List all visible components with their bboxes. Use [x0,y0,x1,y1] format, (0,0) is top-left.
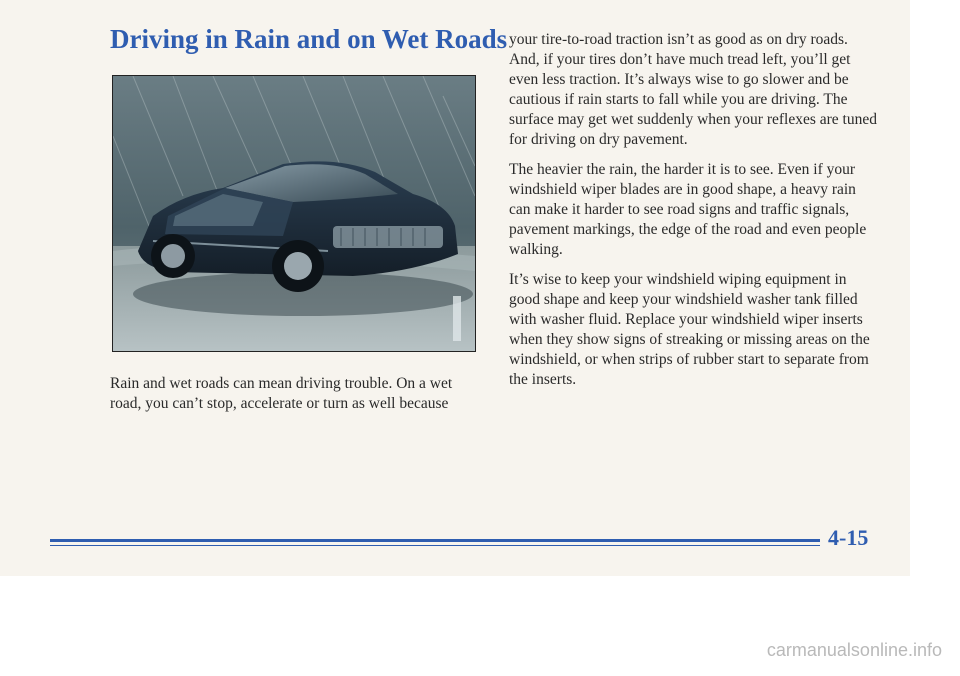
right-column [509,30,881,400]
wiper-paragraph: It’s wise to keep your windshield wiping equipment in good shape and keep your windshield washer tank filled with washer fluid. Replace your windshield wiper inserts when they show signs of streaking or missing areas on the windshield, or when strips of rubber start to separate from the inserts. [509,271,870,388]
visibility-paragraph: The heavier the rain, the harder it is to see. Even if your windshield wiper blades are in good shape, a heavy rain can make it harder to see road signs and traffic signals, pavement markings, the edge of the road and even people walking. [509,161,867,258]
footer-rule-thin [50,545,820,546]
site-watermark-link[interactable]: carmanualsonline.info [766,640,942,660]
intro-paragraph: Rain and wet roads can mean driving trouble. On a wet road, you can’t stop, accelerate or turn as well because [110,375,453,412]
car-in-rain-photo [112,75,476,352]
page-number: 4-15 [828,525,869,550]
car-illustration [113,76,475,351]
traction-paragraph: your tire-to-road traction isn’t as good as on dry roads. And, if your tires don’t have much tread left, you’ll get even less traction. It’s always wise to go slower and be cautious if rain starts to fall while you are driving. The surface may get wet suddenly when your reflexes are tuned for driving on dry pavement. [509,31,877,148]
page-title: Driving in Rain and on Wet Roads [110,24,508,54]
footer-rule-thick [50,539,820,542]
